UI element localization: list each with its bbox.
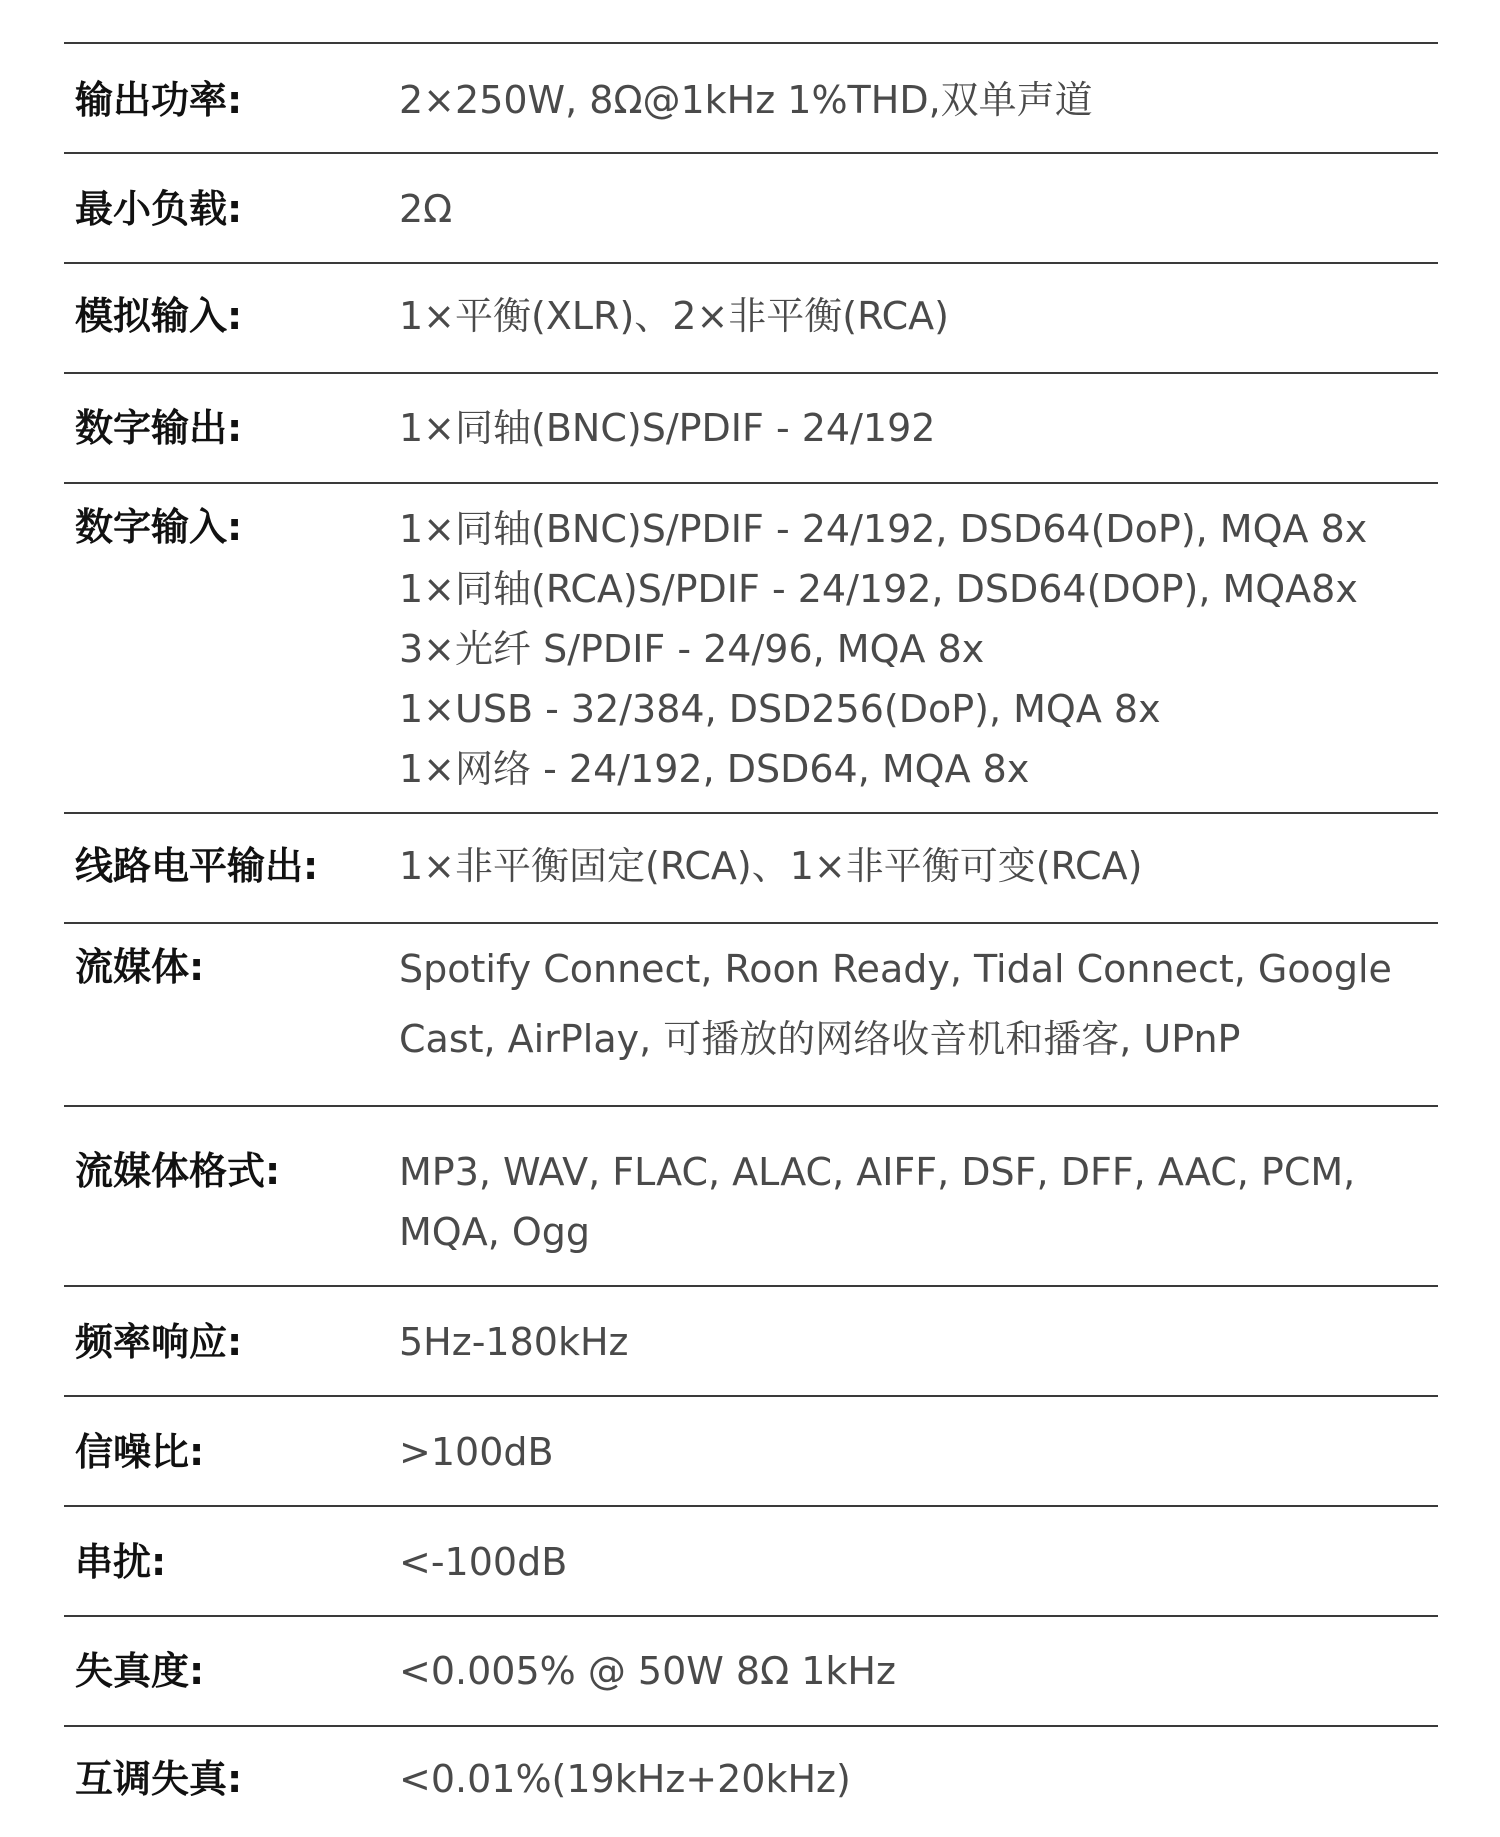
spec-value xyxy=(399,294,1438,340)
spec-value xyxy=(399,1540,1438,1586)
spec-value xyxy=(399,1430,1438,1476)
spec-value-line: Spotify Connect, Roon Ready, Tidal Connect, Google xyxy=(399,947,1392,991)
spec-label: 输出功率: xyxy=(75,78,243,122)
spec-value-line: 2×250W, 8Ω@1kHz 1%THD,双单声道 xyxy=(399,78,1093,122)
spec-label: 线路电平输出: xyxy=(75,844,319,888)
spec-value-line: <0.01%(19kHz+20kHz) xyxy=(399,1757,851,1801)
spec-value-line: MQA, Ogg xyxy=(399,1210,591,1254)
spec-label: 最小负载: xyxy=(75,187,243,231)
spec-row-streaming-formats xyxy=(64,1107,1438,1287)
spec-value-line: 1×平衡(XLR)、2×非平衡(RCA) xyxy=(399,294,949,338)
spec-value-line: 1×非平衡固定(RCA)、1×非平衡可变(RCA) xyxy=(399,844,1143,888)
spec-row-imd xyxy=(64,1727,1438,1837)
spec-table xyxy=(64,42,1438,1837)
spec-row-snr xyxy=(64,1397,1438,1507)
spec-value-line: >100dB xyxy=(399,1430,554,1474)
spec-value-line: 1×同轴(RCA)S/PDIF - 24/192, DSD64(DOP), MQA8x xyxy=(399,567,1358,611)
spec-row-streaming xyxy=(64,924,1438,1107)
spec-label: 模拟输入: xyxy=(75,294,243,338)
spec-label: 数字输出: xyxy=(75,406,243,450)
spec-label: 串扰: xyxy=(75,1540,167,1584)
spec-label: 失真度: xyxy=(75,1649,205,1693)
spec-value xyxy=(399,934,1438,1074)
spec-row-min-load xyxy=(64,154,1438,264)
spec-value xyxy=(399,187,1438,233)
spec-value-line: 5Hz-180kHz xyxy=(399,1320,629,1364)
spec-row-output-power xyxy=(64,44,1438,154)
spec-value xyxy=(399,844,1438,890)
spec-value-line: Cast, AirPlay, 可播放的网络收音机和播客, UPnP xyxy=(399,1017,1241,1061)
spec-value-line: 1×同轴(BNC)S/PDIF - 24/192 xyxy=(399,406,936,450)
spec-value xyxy=(399,406,1438,452)
spec-row-line-level-output xyxy=(64,814,1438,924)
spec-value xyxy=(399,499,1438,799)
spec-row-frequency-response xyxy=(64,1287,1438,1397)
spec-value-line: 3×光纤 S/PDIF - 24/96, MQA 8x xyxy=(399,627,985,671)
spec-value-line: 1×USB - 32/384, DSD256(DoP), MQA 8x xyxy=(399,687,1161,731)
spec-label: 流媒体格式: xyxy=(75,1149,281,1193)
spec-value-line: 1×同轴(BNC)S/PDIF - 24/192, DSD64(DoP), MQA 8x xyxy=(399,507,1368,551)
spec-value xyxy=(399,1142,1438,1262)
spec-label: 信噪比: xyxy=(75,1430,205,1474)
spec-value xyxy=(399,1649,1438,1695)
spec-row-analog-input xyxy=(64,264,1438,374)
spec-row-crosstalk xyxy=(64,1507,1438,1617)
spec-value xyxy=(399,78,1438,124)
spec-row-digital-input xyxy=(64,484,1438,814)
spec-value xyxy=(399,1757,1438,1803)
spec-label: 数字输入: xyxy=(75,505,243,549)
spec-label: 频率响应: xyxy=(75,1320,243,1364)
spec-row-distortion xyxy=(64,1617,1438,1727)
spec-value-line: <-100dB xyxy=(399,1540,568,1584)
spec-value-line: 2Ω xyxy=(399,187,453,231)
spec-value xyxy=(399,1320,1438,1366)
spec-label: 互调失真: xyxy=(75,1757,243,1801)
spec-row-digital-output xyxy=(64,374,1438,484)
spec-value-line: MP3, WAV, FLAC, ALAC, AIFF, DSF, DFF, AAC, PCM, xyxy=(399,1150,1356,1194)
spec-label: 流媒体: xyxy=(75,945,205,989)
spec-value-line: 1×网络 - 24/192, DSD64, MQA 8x xyxy=(399,747,1030,791)
spec-value-line: <0.005% @ 50W 8Ω 1kHz xyxy=(399,1649,896,1693)
